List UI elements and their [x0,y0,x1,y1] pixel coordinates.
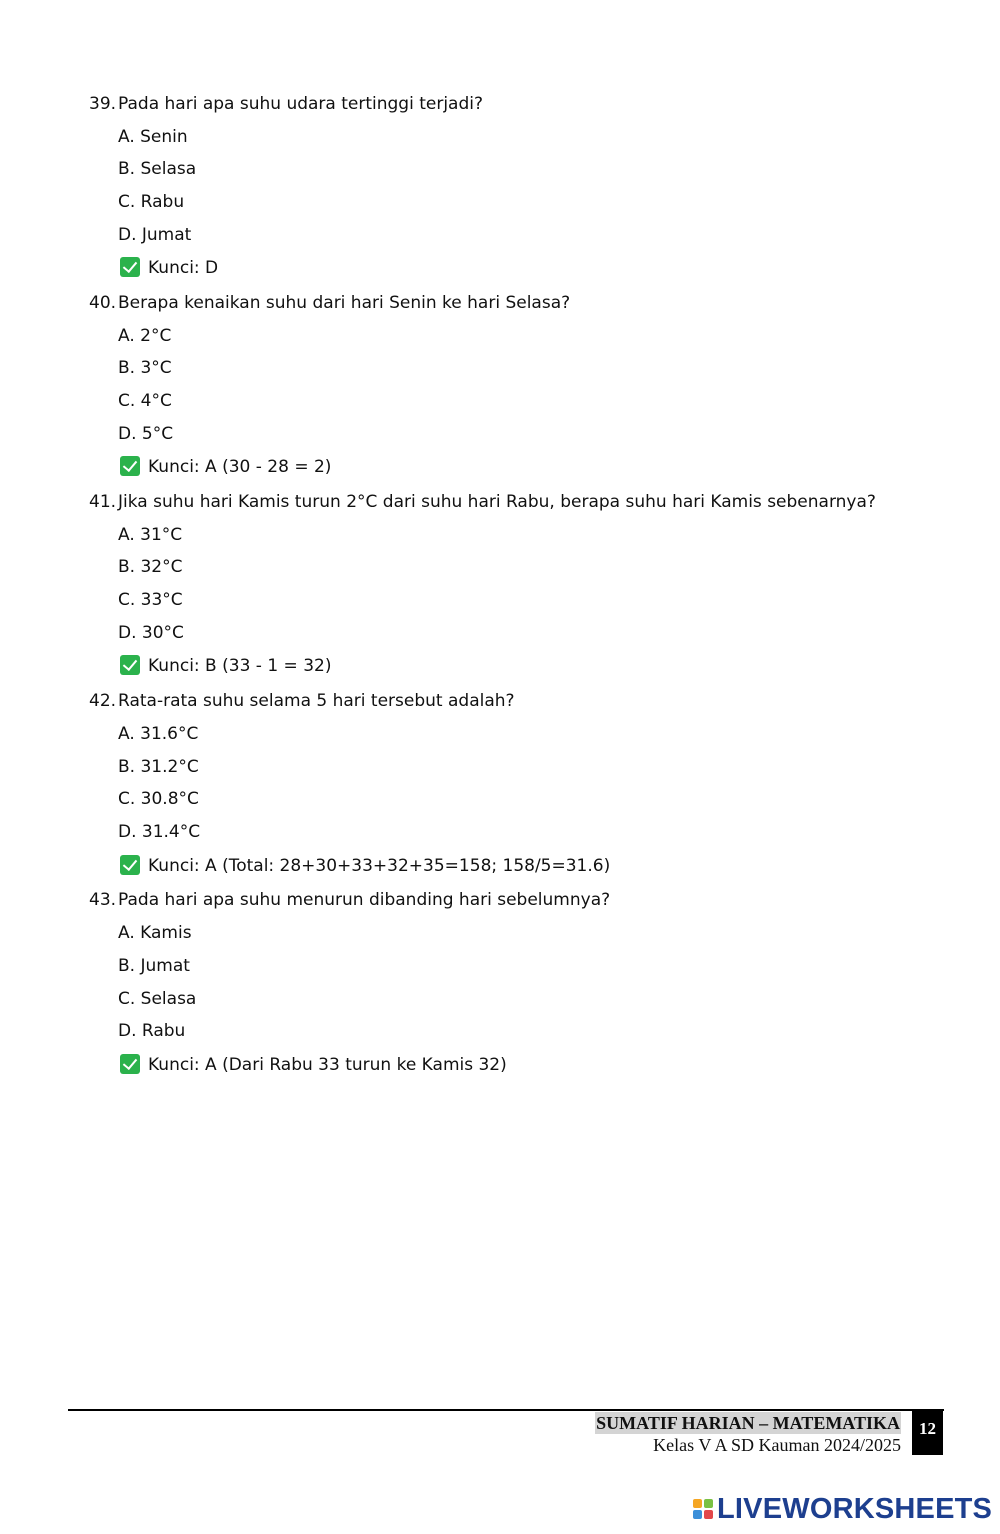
option-d: D. Rabu [118,1021,186,1041]
option-a: A. 2°C [118,326,172,346]
answer-key [118,1054,507,1076]
answer-key [118,456,331,478]
answer-key-text: Kunci: A (Total: 28+30+33+32+35=158; 158/5=31.6) [148,856,611,876]
answer-key [118,855,610,877]
option-c: C. Selasa [118,989,197,1009]
answer-key-text: Kunci: D [148,258,219,278]
answer-key-text: Kunci: B (33 - 1 = 32) [148,656,332,676]
question-text: Jika suhu hari Kamis turun 2°C dari suhu hari Rabu, berapa suhu hari Kamis sebenarnya? [118,492,876,512]
question-40 [89,292,570,314]
option-d: D. 5°C [118,424,174,444]
answer-key-text: Kunci: A (30 - 28 = 2) [148,457,332,477]
question-text: Pada hari apa suhu udara tertinggi terjadi? [118,94,484,114]
check-mark-icon [120,655,140,675]
option-c: C. 33°C [118,590,183,610]
option-b: B. Selasa [118,159,197,179]
option-d: D. Jumat [118,225,192,245]
question-text: Pada hari apa suhu menurun dibanding hari sebelumnya? [118,890,611,910]
option-b: B. Jumat [118,956,190,976]
logo-text: LIVEWORKSHEETS [717,1493,993,1525]
check-mark-icon [120,456,140,476]
footer-divider [68,1409,944,1411]
option-c: C. Rabu [118,192,185,212]
option-c: C. 30.8°C [118,789,199,809]
question-41 [89,491,876,513]
answer-key [118,655,331,677]
question-text: Rata-rata suhu selama 5 hari tersebut adalah? [118,691,515,711]
footer-title: SUMATIF HARIAN – MATEMATIKA [596,1413,900,1433]
option-a: A. 31°C [118,525,183,545]
question-43 [89,889,610,911]
logo-tile [704,1510,713,1519]
question-number: 43. [89,890,117,910]
option-c: C. 4°C [118,391,172,411]
page-number: 12 [912,1411,943,1455]
logo-tile [704,1499,713,1508]
question-text: Berapa kenaikan suhu dari hari Senin ke hari Selasa? [118,293,571,313]
question-number: 39. [89,94,117,114]
question-number: 40. [89,293,117,313]
option-b: B. 3°C [118,358,172,378]
option-d: D. 30°C [118,623,184,643]
option-b: B. 32°C [118,557,183,577]
logo-tile [693,1499,702,1508]
question-number: 41. [89,492,117,512]
question-number: 42. [89,691,117,711]
question-39 [89,93,483,115]
check-mark-icon [120,1054,140,1074]
footer-subtitle: Kelas V A SD Kauman 2024/2025 [653,1435,901,1455]
question-42 [89,690,515,712]
logo-tile [693,1510,702,1519]
option-a: A. 31.6°C [118,724,199,744]
option-a: A. Senin [118,127,188,147]
answer-key [118,257,218,279]
check-mark-icon [120,257,140,277]
option-d: D. 31.4°C [118,822,201,842]
option-b: B. 31.2°C [118,757,199,777]
liveworksheets-logo [693,1493,992,1525]
answer-key-text: Kunci: A (Dari Rabu 33 turun ke Kamis 32) [148,1055,507,1075]
option-a: A. Kamis [118,923,192,943]
check-mark-icon [120,855,140,875]
logo-mark-icon [693,1499,713,1519]
